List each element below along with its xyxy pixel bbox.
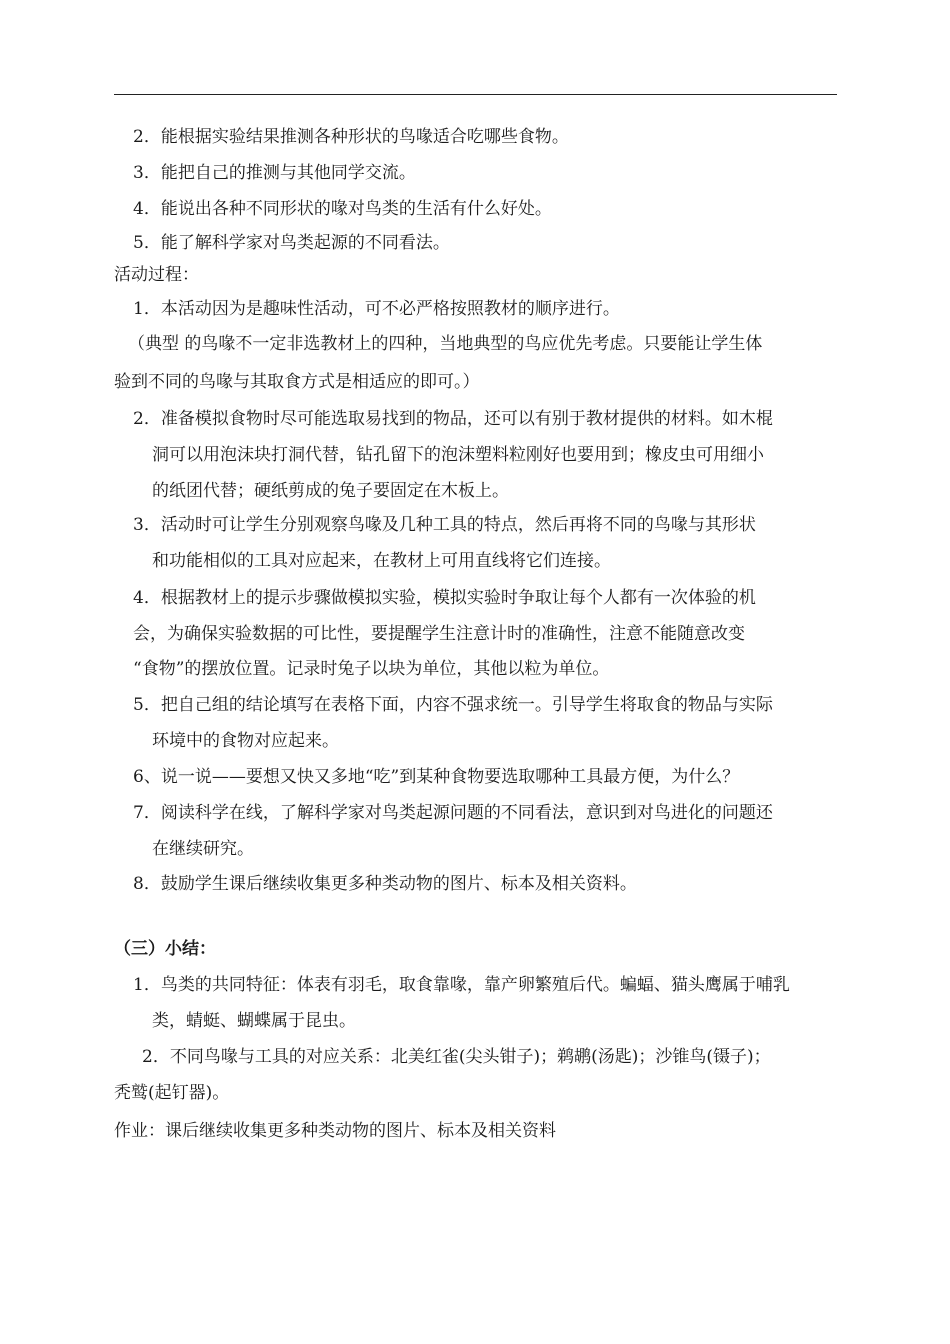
process-line: 6、说一说——要想又快又多地“吃”到某种食物要选取哪种工具最方便，为什么？ [133, 767, 740, 787]
summary-line: 类，蜻蜓、蝴蝶属于昆虫。 [152, 1011, 356, 1031]
process-line: 在继续研究。 [152, 839, 254, 859]
goal-item: 3．能把自己的推测与其他同学交流。 [133, 163, 416, 183]
goal-item: 4．能说出各种不同形状的喙对鸟类的生活有什么好处。 [133, 199, 552, 219]
process-line: 8．鼓励学生课后继续收集更多种类动物的图片、标本及相关资料。 [133, 874, 637, 894]
header-rule [114, 94, 837, 95]
goal-item: 2．能根据实验结果推测各种形状的鸟喙适合吃哪些食物。 [133, 127, 569, 147]
process-line: 4．根据教材上的提示步骤做模拟实验，模拟实验时争取让每个人都有一次体验的机 [133, 588, 756, 608]
summary-heading: （三）小结： [114, 939, 216, 959]
process-heading: 活动过程： [114, 265, 199, 285]
process-line: 的纸团代替；硬纸剪成的兔子要固定在木板上。 [152, 481, 509, 501]
process-line: 2．准备模拟食物时尽可能选取易找到的物品，还可以有别于教材提供的材料。如木棍 [133, 409, 773, 429]
process-line: 5．把自己组的结论填写在表格下面，内容不强求统一。引导学生将取食的物品与实际 [133, 695, 773, 715]
process-line: “食物”的摆放位置。记录时兔子以块为单位，其他以粒为单位。 [133, 659, 610, 679]
summary-line: 秃鹫(起钉器)。 [114, 1083, 230, 1103]
process-line: 洞可以用泡沫块打洞代替，钻孔留下的泡沫塑料粒刚好也要用到；橡皮虫可用细小 [152, 445, 764, 465]
process-line: （典型 的鸟喙不一定非选教材上的四种，当地典型的鸟应优先考虑。只要能让学生体 [128, 334, 763, 354]
summary-line: 1．鸟类的共同特征：体表有羽毛，取食靠喙，靠产卵繁殖后代。蝙蝠、猫头鹰属于哺乳 [133, 975, 790, 995]
process-line: 和功能相似的工具对应起来，在教材上可用直线将它们连接。 [152, 551, 611, 571]
goal-item: 5．能了解科学家对鸟类起源的不同看法。 [133, 233, 450, 253]
summary-line: 2．不同鸟喙与工具的对应关系：北美红雀(尖头钳子)；鹈鹕(汤匙)；沙锥鸟(镊子)； [142, 1047, 771, 1067]
process-line: 验到不同的鸟喙与其取食方式是相适应的即可。） [114, 372, 480, 392]
process-line: 1．本活动因为是趣味性活动，可不必严格按照教材的顺序进行。 [133, 299, 620, 319]
homework: 作业：课后继续收集更多种类动物的图片、标本及相关资料 [114, 1121, 556, 1141]
process-line: 环境中的食物对应起来。 [152, 731, 339, 751]
process-line: 会，为确保实验数据的可比性，要提醒学生注意计时的准确性，注意不能随意改变 [133, 624, 745, 644]
process-line: 7．阅读科学在线，了解科学家对鸟类起源问题的不同看法，意识到对鸟进化的问题还 [133, 803, 773, 823]
process-line: 3．活动时可让学生分别观察鸟喙及几种工具的特点，然后再将不同的鸟喙与其形状 [133, 515, 756, 535]
